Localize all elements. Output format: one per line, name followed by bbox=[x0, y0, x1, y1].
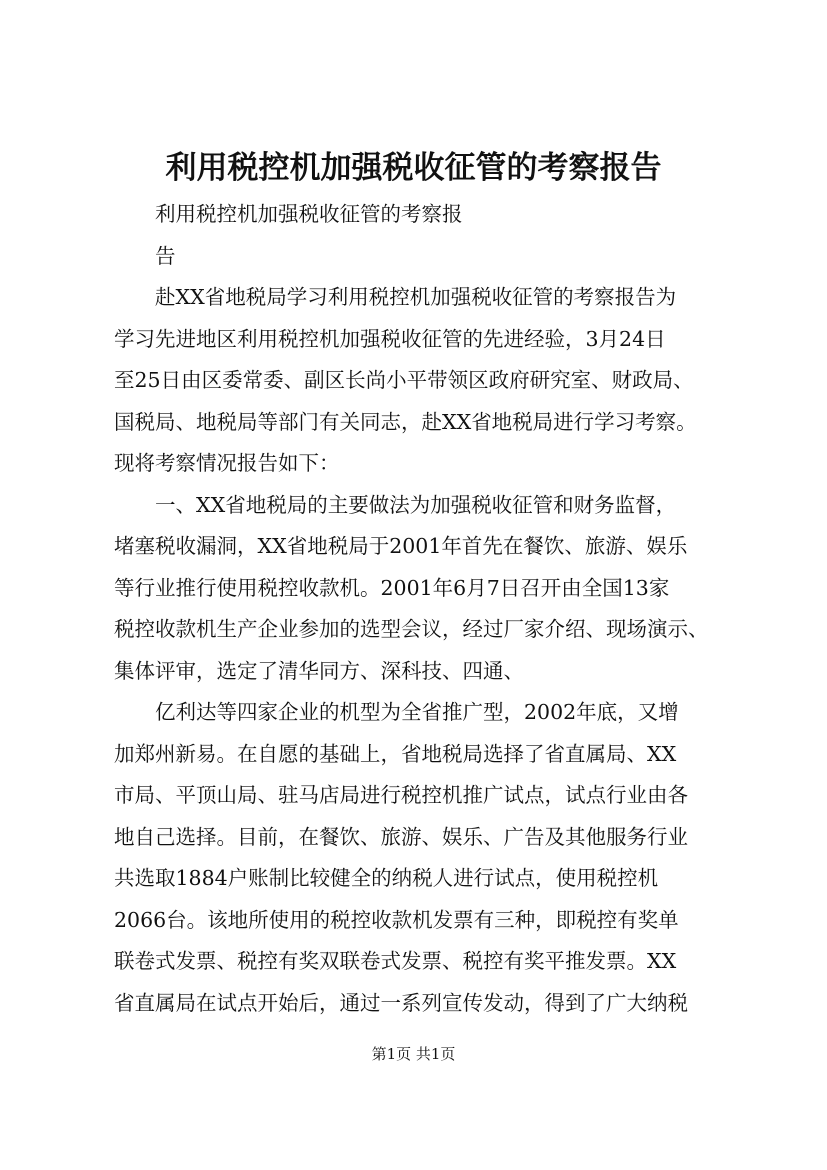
text-line: 省直属局在试点开始后，通过一系列宣传发动，得到了广大纳税 bbox=[114, 990, 688, 1015]
text-line: 现将考察情况报告如下： bbox=[114, 451, 340, 475]
text-line: 地自己选择。目前，在餐饮、旅游、娱乐、广告及其他服务行业 bbox=[114, 824, 688, 849]
text-line: 加郑州新易。在自愿的基础上，省地税局选择了省直属局、XX bbox=[114, 741, 677, 766]
text-line: 共选取1884户账制比较健全的纳税人进行试点，使用税控机 bbox=[114, 866, 659, 890]
text-line: 集体评审，选定了清华同方、深科技、四通、 bbox=[114, 658, 524, 683]
text-line: 一、XX省地税局的主要做法为加强税收征管和财务监督， bbox=[114, 492, 677, 517]
text-line: 堵塞税收漏洞，XX省地税局于2001年首先在餐饮、旅游、娱乐 bbox=[114, 534, 688, 558]
text-line: 2066台。该地所使用的税控收款机发票有三种，即税控有奖单 bbox=[114, 907, 679, 932]
document-title: 利用税控机加强税收征管的考察报告 bbox=[165, 150, 662, 186]
text-line: 税控收款机生产企业参加的选型会议，经过厂家介绍、现场演示、 bbox=[114, 617, 709, 641]
text-line: 等行业推行使用税控收款机。2001年6月7日召开由全国13家 bbox=[114, 575, 670, 600]
text-line: 赴XX省地税局学习利用税控机加强税收征管的考察报告为 bbox=[114, 285, 677, 309]
text-line: 国税局、地税局等部门有关同志，赴XX省地税局进行学习考察。 bbox=[114, 409, 697, 434]
text-line: 亿利达等四家企业的机型为全省推广型，2002年底，又增 bbox=[114, 700, 679, 724]
text-line: 告 bbox=[114, 243, 176, 268]
text-line: 至25日由区委常委、副区长尚小平带领区政府研究室、财政局、 bbox=[114, 368, 694, 392]
text-line: 利用税控机加强税收征管的考察报 bbox=[114, 202, 463, 226]
document-body bbox=[114, 194, 734, 1024]
text-line: 学习先进地区利用税控机加强税收征管的先进经验，3月24日 bbox=[114, 326, 666, 351]
text-line: 市局、平顶山局、驻马店局进行税控机推广试点，试点行业由各 bbox=[114, 783, 688, 807]
page-footer: 第1页 共1页 bbox=[371, 1045, 456, 1063]
text-line: 联卷式发票、税控有奖双联卷式发票、税控有奖平推发票。XX bbox=[114, 949, 677, 973]
